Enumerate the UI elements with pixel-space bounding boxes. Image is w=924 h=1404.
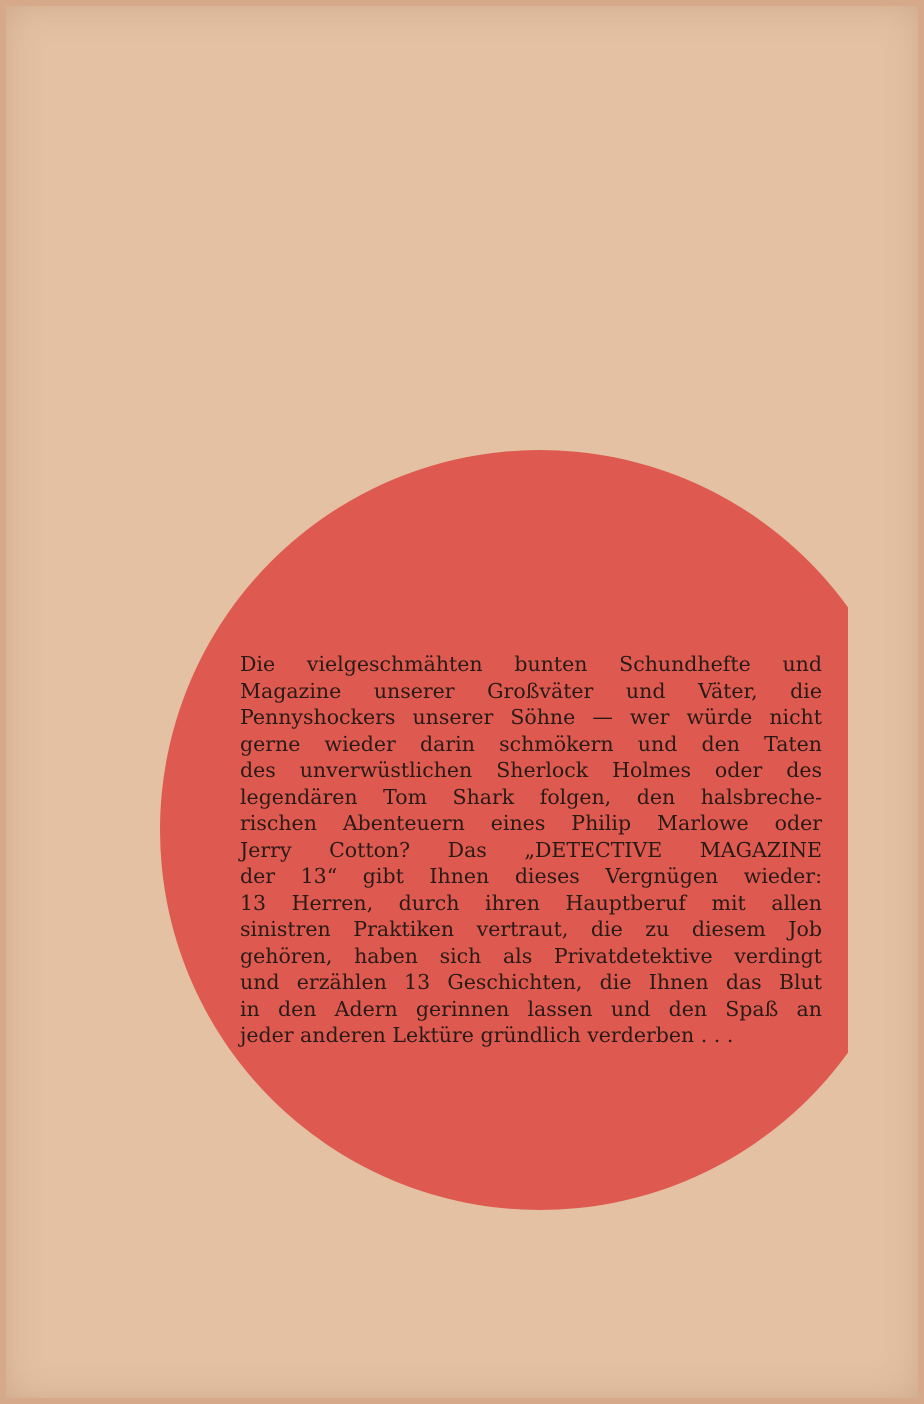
blurb-line: jeder anderen Lektüre gründlich verderben . . . [240, 1023, 734, 1047]
blurb-line: des unverwüstlichen Sherlock Holmes oder des [240, 758, 822, 782]
blurb-line: Jerry Cotton? Das „DETECTIVE MAGAZINE [240, 837, 822, 862]
blurb-line: der 13“ gibt Ihnen dieses Vergnügen wieder: [240, 864, 822, 888]
blurb-text [240, 651, 822, 1049]
blurb-line: Die vielgeschmähten bunten Schundhefte und [240, 652, 822, 676]
blurb-line: in den Adern gerinnen lassen und den Spaß an [240, 996, 822, 1021]
blurb-line: gehören, haben sich als Privatdetektive verdingt [240, 943, 822, 968]
blurb-line: Magazine unserer Großväter und Väter, die [240, 678, 822, 703]
blurb-line: gerne wieder darin schmökern und den Taten [240, 731, 822, 756]
blurb-line: 13 Herren, durch ihren Hauptberuf mit allen [240, 890, 822, 915]
blurb-line: sinistren Praktiken vertraut, die zu diesem Job [240, 917, 822, 941]
blurb-line: und erzählen 13 Geschichten, die Ihnen das Blut [240, 970, 822, 994]
blurb-line: Pennyshockers unserer Söhne — wer würde nicht [240, 705, 822, 729]
blurb-line: rischen Abenteuern eines Philip Marlowe oder [240, 811, 822, 835]
blurb-line: legendären Tom Shark folgen, den halsbreche- [240, 784, 822, 809]
